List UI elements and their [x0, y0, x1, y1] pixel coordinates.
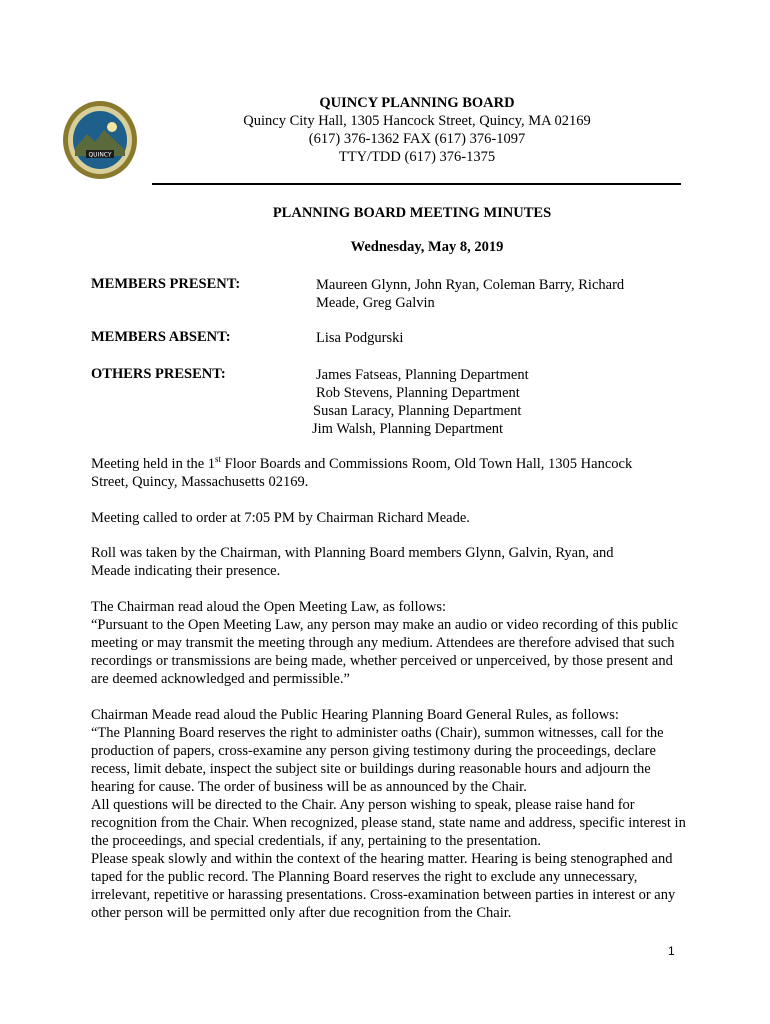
org-name: QUINCY PLANNING BOARD [319, 95, 515, 111]
members-absent-label: MEMBERS ABSENT: [91, 329, 231, 345]
general-rules [91, 706, 689, 922]
document-title: PLANNING BOARD MEETING MINUTES [272, 205, 552, 221]
list-item: Susan Laracy, Planning Department [313, 403, 522, 419]
open-meeting-intro: The Chairman read aloud the Open Meeting Law, as follows: [91, 599, 447, 615]
list-item: James Fatseas, Planning Department [316, 367, 529, 383]
others-present-label: OTHERS PRESENT: [91, 366, 226, 382]
org-phone: (617) 376-1362 FAX (617) 376-1097 [308, 131, 526, 147]
list-item: Rob Stevens, Planning Department [316, 385, 520, 401]
members-present-value: Maureen Glynn, John Ryan, Coleman Barry, Richard Meade, Greg Galvin [316, 277, 625, 311]
org-tty: TTY/TDD (617) 376-1375 [338, 149, 496, 165]
others-present-list [312, 366, 529, 438]
rules-paragraph: “The Planning Board reserves the right to administer oaths (Chair), summon witnesses, call for the production of papers, cross-examine any person giving testimony during the proceedings, declare recess, limit debate, inspect the subject site or buildings during reasonable hours and adjourn the hearing for cause. The order of business will be as announced by the Chair. [91, 725, 664, 795]
roll-call: Roll was taken by the Chairman, with Planning Board members Glynn, Galvin, Ryan, and Meade indicating their presence. [91, 545, 614, 579]
org-address: Quincy City Hall, 1305 Hancock Street, Quincy, MA 02169 [243, 113, 591, 129]
location-text: Meeting held in the 1 [91, 456, 216, 472]
called-to-order: Meeting called to order at 7:05 PM by Chairman Richard Meade. [91, 510, 470, 526]
city-seal-icon [62, 100, 138, 180]
seal-text: QUINCY [88, 151, 112, 159]
page-number: 1 [668, 944, 675, 958]
header-divider [152, 183, 681, 185]
rules-paragraph: All questions will be directed to the Chair. Any person wishing to speak, please raise hand for recognition from the Chair. When recognized, please stand, state name and address, specific interest in the proceedings, and special credentials, if any, pertaining to the presentation. [91, 797, 686, 849]
rules-intro: Chairman Meade read aloud the Public Hearing Planning Board General Rules, as follows: [91, 707, 619, 723]
members-absent-value: Lisa Podgurski [316, 330, 404, 346]
letterhead [200, 94, 634, 166]
rules-paragraph: Please speak slowly and within the context of the hearing matter. Hearing is being stenographed and taped for the public record. The Planning Board reserves the right to exclude any unnecessary, irrelevant, repetitive or harassing presentations. Cross-examination between parties in interest or any other person will be permitted only after due recognition from the Chair. [91, 851, 676, 921]
list-item: Jim Walsh, Planning Department [312, 421, 504, 437]
location-text-rest: Floor Boards and Commissions Room, Old Town Hall, 1305 Hancock Street, Quincy, Massachusetts 02169. [91, 456, 633, 490]
open-meeting-quote: “Pursuant to the Open Meeting Law, any person may make an audio or video recording of this public meeting or may transmit the meeting through any medium. Attendees are therefore advised that such recordings or transmissions are being made, whether perceived or unperceived, by those present and are deemed acknowledged and permissible.” [91, 617, 678, 687]
meeting-location [91, 455, 666, 491]
location-superscript: st [215, 454, 222, 465]
members-present-label: MEMBERS PRESENT: [91, 276, 241, 292]
open-meeting-law [91, 598, 687, 688]
meeting-date: Wednesday, May 8, 2019 [350, 239, 504, 255]
